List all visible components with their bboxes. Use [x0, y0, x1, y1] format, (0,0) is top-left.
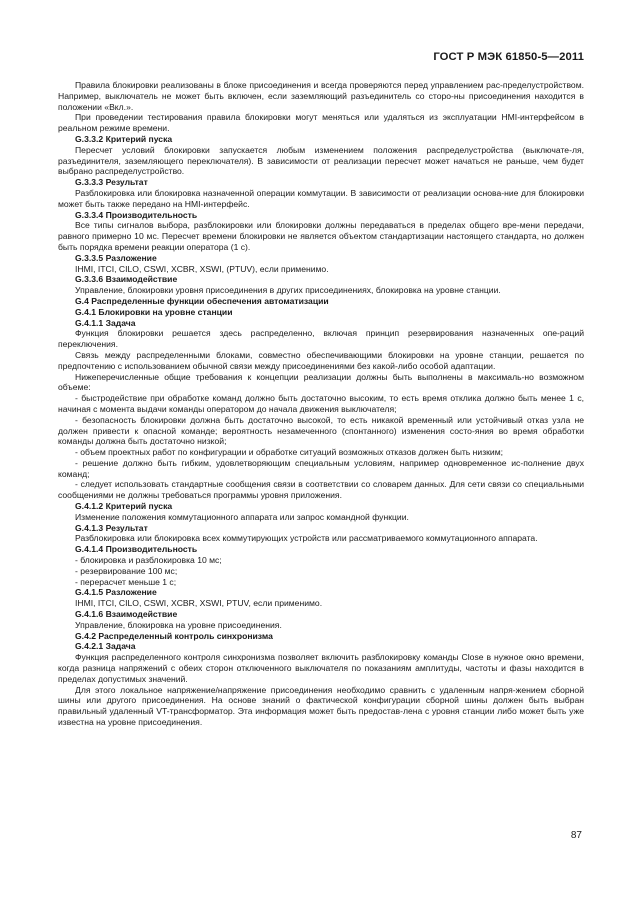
section-heading: G.4.1.4 Производительность: [75, 544, 198, 555]
section-heading: G.4.1 Блокировки на уровне станции: [75, 306, 233, 317]
body-paragraph: - решение должно быть гибким, удовлетворяющим специальным условиям, например одновременное ис-полнение двух команд;: [58, 457, 584, 479]
section-heading: G.4.2.1 Задача: [75, 641, 136, 652]
body-paragraph: Все типы сигналов выбора, разблокировки или блокировки должны передаваться в пределах общего вре-мени передачи, равного примерно 10 мс. Пересчет времени блокировки не является объектом стандартизации настоящего стандарта, но должен быть порядка времени реакции оператора (1 с).: [58, 220, 584, 252]
section-heading: G.4.1.5 Разложение: [75, 587, 157, 598]
section-heading: G.3.3.4 Производительность: [75, 209, 198, 220]
page-number: 87: [570, 830, 582, 841]
body-paragraph: IHMI, ITCI, CILO, CSWI, XCBR, XSWI, PTUV, если применимо.: [75, 598, 323, 609]
section-heading: G.4 Распределенные функции обеспечения автоматизации: [75, 295, 329, 306]
section-heading: G.3.3.2 Критерий пуска: [75, 133, 173, 144]
body-paragraph: - объем проектных работ по конфигурации и обработке ситуаций возможных отказов должен быть низким;: [75, 447, 504, 458]
section-heading: G.4.1.1 Задача: [75, 317, 136, 328]
body-paragraph: Нижеперечисленные общие требования к концепции реализации должны быть выполнены в максималь-но возможном объеме:: [58, 371, 584, 393]
section-heading: G.3.3.6 Взаимодействие: [75, 274, 178, 285]
body-paragraph: Разблокировка или блокировка назначенной операции коммутации. В зависимости от реализации основа-ние для блокировки может быть также передано на HMI-интерфейс.: [58, 187, 584, 209]
body-paragraph: Разблокировка или блокировка всех коммутирующих устройств или рассматриваемого коммутационного аппарата.: [75, 533, 538, 544]
document-body: [58, 80, 584, 728]
body-paragraph: Функция блокировки решается здесь распределенно, включая принцип резервирования назначенных опе-раций переключения.: [58, 328, 584, 350]
list-item: - резервирование 100 мс;: [75, 565, 178, 576]
body-paragraph: Изменение положения коммутационного аппарата или запрос командной функции.: [75, 511, 409, 522]
section-heading: G.4.1.6 Взаимодействие: [75, 609, 178, 620]
body-paragraph: Связь между распределенными блоками, совместно обеспечивающими блокировки на уровне станции, решается по предпочтению с использованием обычной связи между присоединениями без какой-либо особой адаптации.: [58, 349, 584, 371]
section-heading: G.4.2 Распределенный контроль синхронизма: [75, 630, 273, 641]
section-heading: G.3.3.3 Результат: [75, 177, 148, 188]
body-paragraph: Правила блокировки реализованы в блоке присоединения и всегда проверяются перед управлением рас-пределустройством. Например, выключатель не может быть включен, если заземляющий разъединитель со сторо-ны присоединения находится в положении «Вкл.».: [58, 80, 584, 112]
body-paragraph: - следует использовать стандартные сообщения связи в соответствии со словарем данных. Для сети связи со специальными сообщениями не должны требоваться программы уровня приложения.: [58, 479, 584, 501]
body-paragraph: Функция распределенного контроля синхронизма позволяет включить разблокировку команды Close в нужное окно времени, когда разница напряжений с обеих сторон отключенного выключателя по показаниям амплитуды, частоты и фазы находится в пределах допустимых значений.: [58, 652, 584, 684]
list-item: - перерасчет меньше 1 с;: [75, 576, 177, 587]
list-item: - блокировка и разблокировка 10 мс;: [75, 555, 222, 566]
body-paragraph: - безопасность блокировки должна быть достаточно высокой, то есть никакой временный или устойчивый отказ узла не должен привести к опасной команде; вероятность незамеченного (спонтанного) изменения состо-яния во время обработки команды должна быть достаточно низкой;: [58, 414, 584, 447]
section-heading: G.4.1.2 Критерий пуска: [75, 501, 173, 512]
section-heading: G.3.3.5 Разложение: [75, 252, 157, 263]
standard-header: ГОСТ Р МЭК 61850-5—2011: [433, 51, 584, 63]
section-heading: G.4.1.3 Результат: [75, 522, 148, 533]
body-paragraph: При проведении тестирования правила блокировки могут меняться или удаляться из эксплуатации HMI-интерфейсом в реальном режиме времени.: [58, 112, 584, 134]
body-paragraph: Для этого локальное напряжение/напряжение присоединения необходимо сравнить с удаленным напря-жением сборной шины или другого присоединения. На основе знаний о фактической конфигурации сборной шины должен быть выбран правильный удаленный VT-трансформатор. Эта информация может быть предостав-лена с уровня станции либо может быть уже известна на уровне присоединения.: [58, 684, 584, 728]
body-paragraph: - быстродействие при обработке команд должно быть достаточно высоким, то есть время отклика должно быть менее 1 с, начиная с момента выдачи команды оператором до начала движения выключателя;: [58, 393, 584, 414]
body-paragraph: Пересчет условий блокировки запускается любым изменением положения распределустройства (выключате-ля, разъединителя, заземляющего переключателя). В зависимости от реализации пересчет может начаться не раньше, чем будет выбрано распределустройство.: [58, 144, 584, 177]
body-paragraph: Управление, блокировки уровня присоединения в других присоединениях, блокировка на уровне станции.: [75, 285, 501, 296]
body-paragraph: Управление, блокировка на уровне присоединения.: [75, 619, 282, 630]
body-paragraph: IHMI, ITCI, CILO, CSWI, XCBR, XSWI, (PTUV), если применимо.: [75, 263, 329, 274]
